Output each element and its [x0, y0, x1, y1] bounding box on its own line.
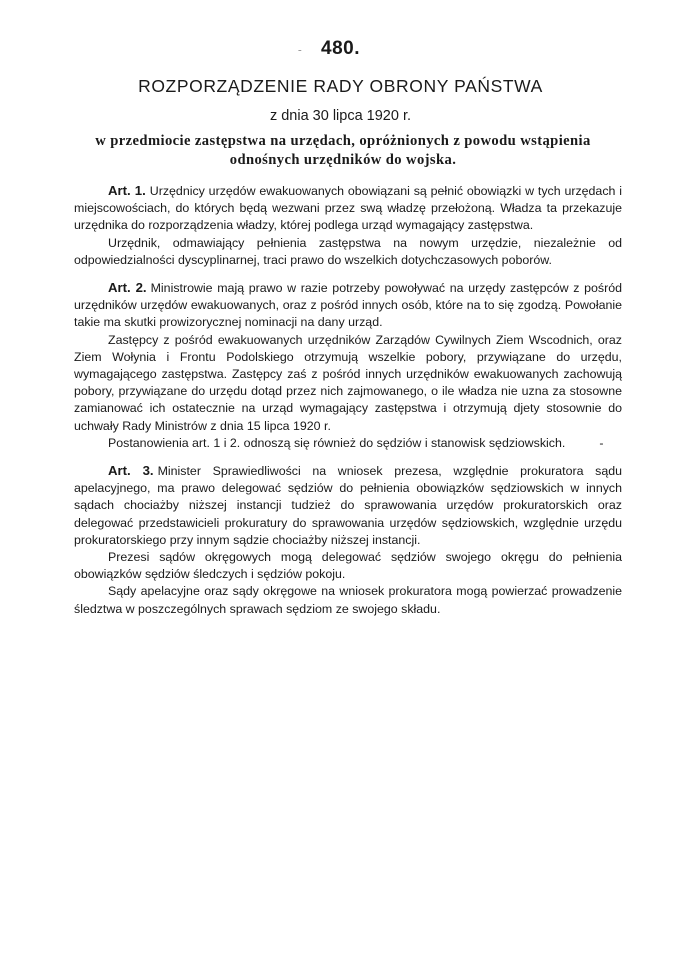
article-3-text-3: Sądy apelacyjne oraz sądy okręgowe na wniosek prokuratora mogą powierzać prowadzenie śledztwa w poszczególnych sprawach sędziom ze swojego składu. — [74, 584, 622, 616]
article-3-label: Art. 3. — [108, 463, 154, 479]
trailing-dash: - — [599, 435, 604, 450]
document-title: ROZPORZĄDZENIE RADY OBRONY PAŃSTWA — [138, 76, 543, 96]
document-subject: w przedmiocie zastępstwa na urzędach, opróżnionych z powodu wstąpienia odnośnych urzędników do wojska. — [95, 133, 591, 168]
article-2-paragraph-1 — [74, 279, 622, 332]
page-number: 480. — [321, 38, 360, 59]
article-3-text-2: Prezesi sądów okręgowych mogą delegować sędziów swojego okręgu do pełnienia obowiązków sędziów śledczych i sędziów pokoju. — [74, 550, 622, 582]
document-body — [74, 182, 622, 618]
article-2-paragraph-3 — [74, 435, 622, 452]
article-3-paragraph-2 — [74, 549, 622, 583]
article-1-label: Art. 1. — [108, 183, 146, 198]
article-3-paragraph-1 — [74, 462, 622, 549]
document-date: z dnia 30 lipca 1920 r. — [269, 108, 412, 124]
article-3-text-1: Minister Sprawiedliwości na wniosek prezesa, względnie prokuratora sądu apelacyjnego, ma prawo delegować sędziów do pełnienia obowiązków sędziowskich w innych sądach chociażby niższej instancji tudzież do sprawowania urzędów prokuratorskich oraz delegować przedstawicieli prokuratury do sprawowania urzędów sędziowskich, względnie urzędu prokuratorskiego przy innym sądzie chociażby niższej instancji. — [74, 464, 622, 547]
print-mark: - — [298, 44, 302, 56]
article-1-paragraph-1 — [74, 182, 622, 235]
article-1-paragraph-2 — [74, 235, 622, 269]
article-3-paragraph-3 — [74, 583, 622, 617]
article-2-label: Art. 2. — [108, 280, 147, 296]
article-1-text-1: Urzędnicy urzędów ewakuowanych obowiązani są pełnić obowiązki w tych urzędach i miejscowościach, do których będą wezwani przez swą władzę przełożoną. Władza ta przekazuje urzędnika do rozporządzenia władzy, której podlega urząd wymagający zastępstwa. — [74, 184, 622, 233]
article-2-text-1: Ministrowie mają prawo w razie potrzeby powoływać na urzędy zastępców z pośród urzędników urzędów ewakuowanych, oraz z pośród innych osób, które na to się zgodzą. Powołanie takie ma skutki prowizorycznej nominacji na dany urząd. — [74, 281, 623, 330]
article-2-text-3: Postanowienia art. 1 i 2. odnoszą się również do sędziów i stanowisk sędziowskich. — [108, 435, 566, 450]
article-1-text-2: Urzędnik, odmawiający pełnienia zastępstwa na nowym urzędzie, niezależnie od odpowiedzialności dyscyplinarnej, traci prawo do wszelkich dotychczasowych poborów. — [74, 235, 622, 267]
article-2-text-2: Zastępcy z pośród ewakuowanych urzędników Zarządów Cywilnych Ziem Wscodnich, oraz Ziem Wołynia i Frontu Podolskiego otrzymują wszelkie pobory, przywiązane do urzędu, wymagającego zastępstwa. Zastępcy zaś z pośród innych urzędników ewakuowanych zachowują pobory, przywiązane do urzędu dotąd przez nich zajmowanego, o ile władza nie uzna za stosowne zamianować ich ostatecznie na urząd wymagający zastępstwa i otrzymują djety stosownie do uchwały Rady Ministrów z dnia 15 lipca 1920 r. — [74, 332, 622, 433]
article-2-paragraph-2 — [74, 332, 622, 435]
